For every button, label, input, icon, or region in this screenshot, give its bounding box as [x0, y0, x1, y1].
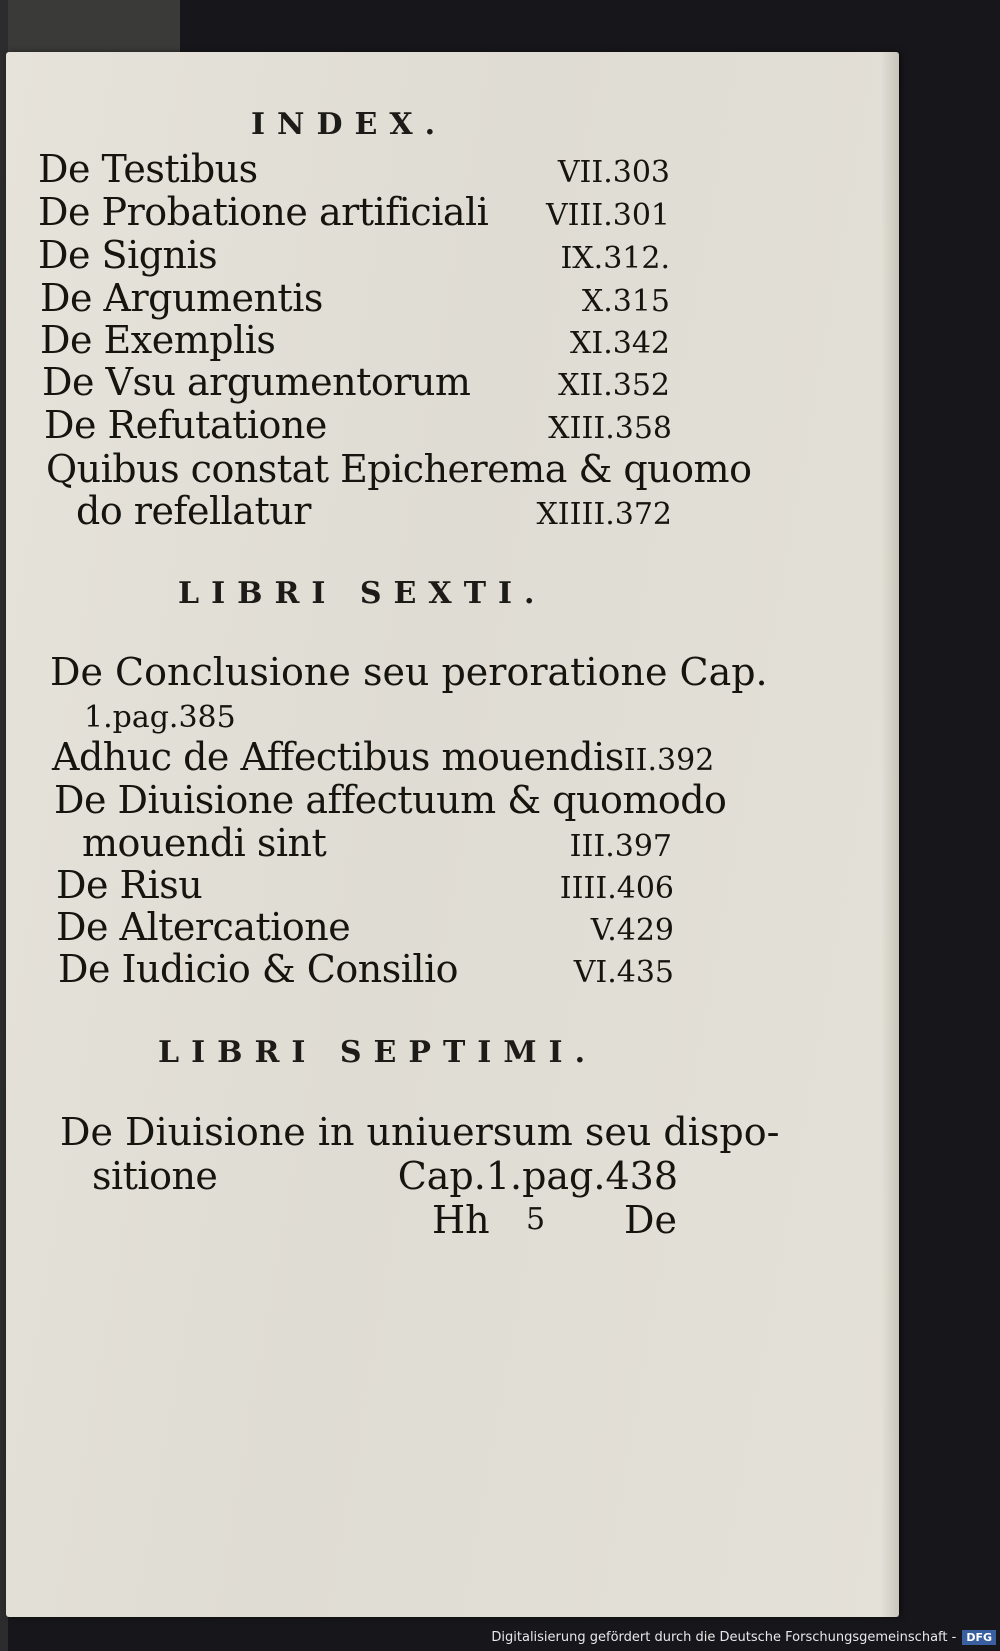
index-entry-ref: 1.pag.385: [84, 700, 236, 735]
entry-title: De Vsu argumentorum: [42, 360, 471, 404]
entry-title: do refellatur: [76, 489, 311, 533]
catchword: De: [624, 1198, 677, 1242]
entry-title: mouendi sint: [82, 821, 327, 865]
index-entry: [46, 447, 752, 491]
entry-ref: VIII.301: [545, 198, 670, 233]
index-entry: [56, 863, 674, 907]
index-entry-title: De Conclusione seu peroratione Cap.: [50, 650, 768, 694]
index-entry: [38, 190, 670, 234]
index-entry: [82, 821, 672, 865]
index-entry: [58, 947, 674, 991]
entry-title: sitione: [92, 1154, 218, 1198]
entry-ref: III.397: [569, 829, 672, 864]
page-header: INDEX.: [251, 107, 448, 142]
entry-title: De Argumentis: [40, 276, 323, 320]
entry-ref: V.429: [590, 913, 674, 948]
entry-title: De Iudicio & Consilio: [58, 947, 459, 991]
footer-credit: Digitalisierung gefördert durch die Deutsche Forschungsgemeinschaft -: [491, 1629, 957, 1645]
index-entry: [42, 360, 670, 404]
index-entry: [92, 1154, 678, 1198]
entry-ref: XII.352: [558, 368, 670, 403]
index-entry: [56, 905, 674, 949]
index-entry: [54, 778, 727, 822]
entry-ref: VII.303: [557, 155, 670, 190]
entry-title: De Risu: [56, 863, 203, 907]
book-page: [6, 52, 899, 1617]
entry-title: De Exemplis: [40, 318, 276, 362]
entry-title: De Signis: [38, 233, 218, 277]
index-entry: [52, 735, 715, 779]
entry-title: De Diuisione affectuum & quomodo: [54, 778, 727, 822]
index-entry-title: De Diuisione in uniuersum seu dispo-: [60, 1110, 780, 1154]
section-heading: LIBRI SEPTIMI.: [158, 1035, 598, 1070]
section-heading: LIBRI SEXTI.: [178, 576, 547, 611]
footer-bar: [0, 1623, 1000, 1651]
index-entry: [40, 276, 670, 320]
index-entry: [38, 147, 670, 191]
entry-title: De Refutatione: [44, 403, 327, 447]
entry-title: De Altercatione: [56, 905, 351, 949]
signature-mark: Hh: [432, 1198, 490, 1242]
index-entry: [40, 318, 670, 362]
index-entry: [38, 233, 670, 277]
entry-ref: X.315: [581, 284, 670, 319]
entry-ref: Cap.1.pag.438: [397, 1154, 678, 1198]
entry-title: De Testibus: [38, 147, 258, 191]
entry-ref: IX.312.: [560, 241, 670, 276]
entry-title: Adhuc de Affectibus mouendis: [52, 735, 624, 779]
entry-ref: IIII.406: [559, 871, 674, 906]
entry-ref: XI.342: [569, 326, 670, 361]
index-entry: [44, 403, 672, 447]
signature-number: 5: [526, 1202, 546, 1237]
entry-ref: II.392: [623, 743, 715, 778]
dfg-logo: DFG: [962, 1630, 996, 1645]
entry-ref: VI.435: [573, 955, 674, 990]
entry-title: Quibus constat Epicherema & quomo: [46, 447, 752, 491]
entry-ref: XIIII.372: [536, 497, 672, 532]
entry-ref: XIII.358: [548, 411, 672, 446]
entry-title: De Probatione artificiali: [38, 190, 489, 234]
index-entry: [76, 489, 672, 533]
